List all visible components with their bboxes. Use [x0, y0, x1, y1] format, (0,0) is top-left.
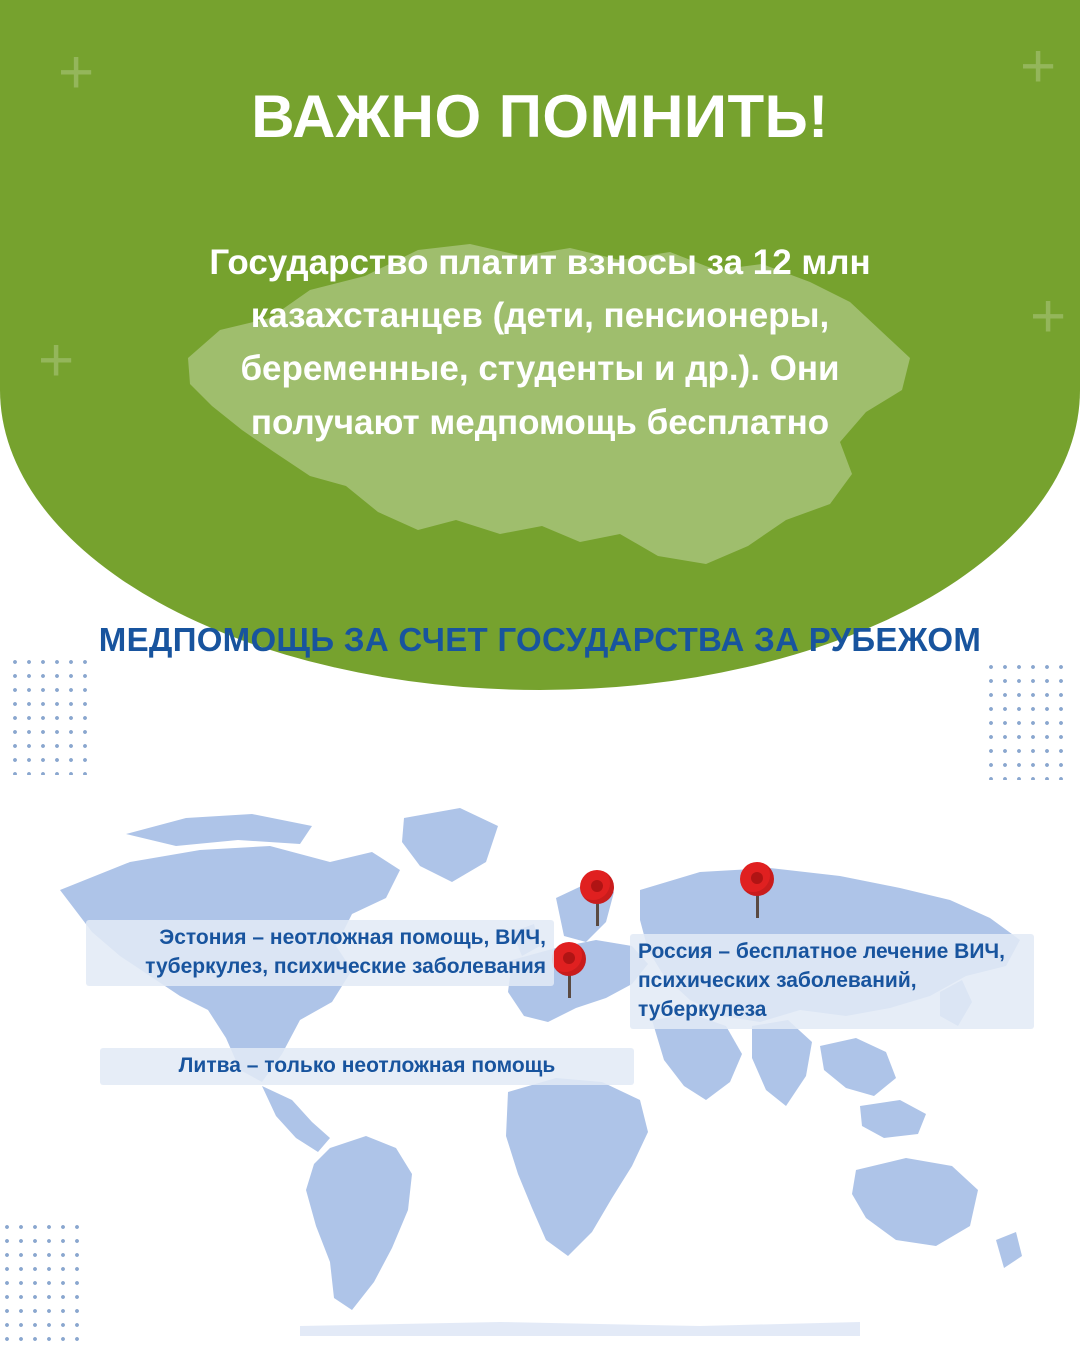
plus-icon: + [1030, 282, 1067, 351]
map-label-lithuania: Литва – только неотложная помощь [100, 1048, 634, 1085]
pin-head [552, 942, 586, 976]
map-label-russia: Россия – бесплатное лечение ВИЧ, психических заболеваний, туберкулеза [630, 934, 1034, 1029]
map-pin-icon-lithuania[interactable] [552, 942, 586, 994]
page-title: ВАЖНО ПОМНИТЬ! [251, 83, 829, 150]
map-label-estonia: Эстония – неотложная помощь, ВИЧ, туберкулез, психические заболевания [86, 920, 554, 986]
dot-pattern-decoration [984, 660, 1070, 780]
plus-icon: + [38, 326, 75, 395]
plus-icon: + [1020, 32, 1057, 101]
pin-head [740, 862, 774, 896]
pin-head [580, 870, 614, 904]
map-pin-icon-estonia[interactable] [580, 870, 614, 922]
section-heading: МЕДПОМОЩЬ ЗА СЧЕТ ГОСУДАРСТВА ЗА РУБЕЖОМ [98, 621, 982, 658]
map-pin-icon-russia[interactable] [740, 862, 774, 914]
dot-pattern-decoration [8, 655, 94, 775]
hero-description: Государство платит взносы за 12 млн казахстанцев (дети, пенсионеры, беременные, студенты и др.). Они получают медпомощь бесплатно [209, 243, 871, 442]
plus-icon: + [58, 38, 95, 107]
